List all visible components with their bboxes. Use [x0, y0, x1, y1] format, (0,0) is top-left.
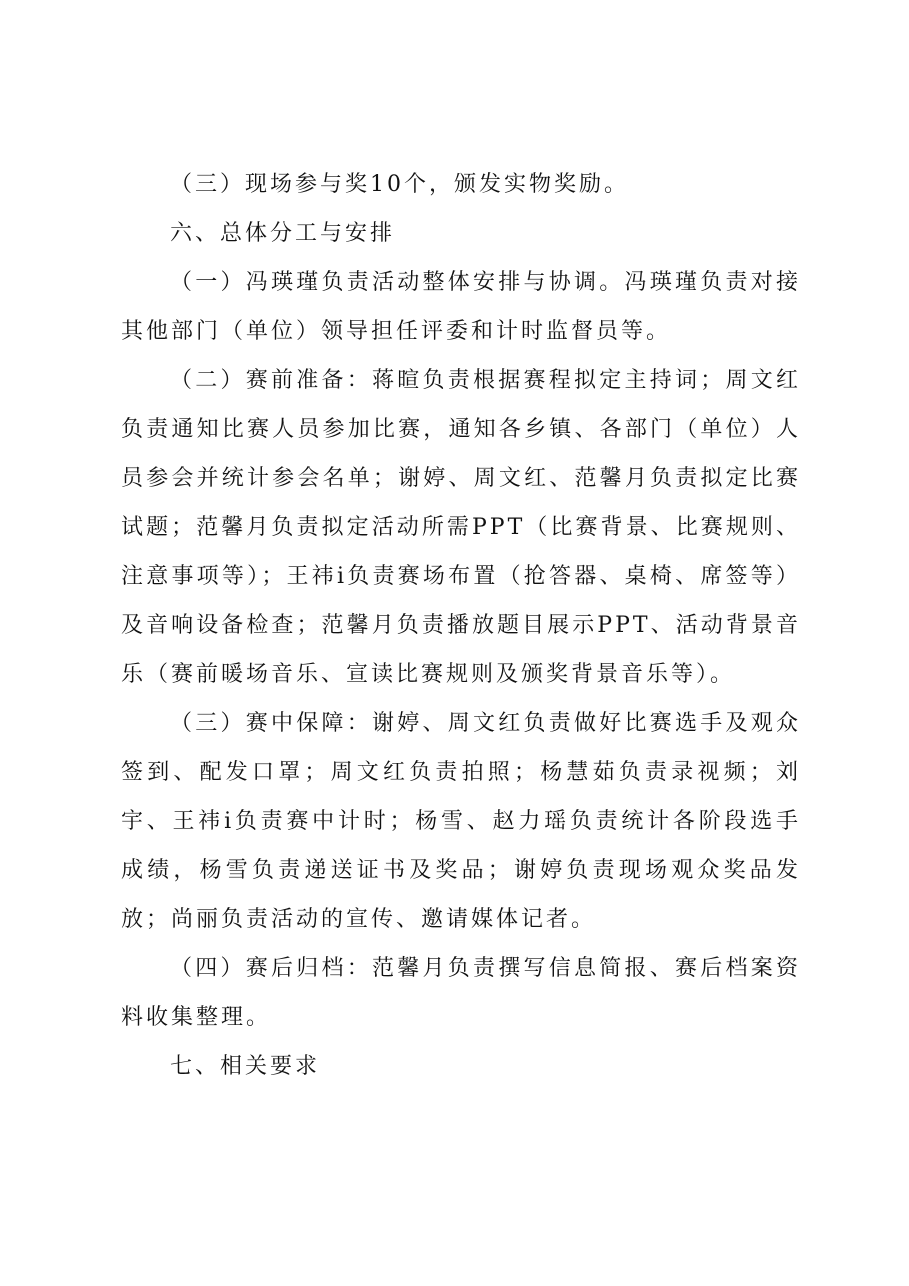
paragraph-preparation: （二）赛前准备：蒋暄负责根据赛程拟定主持词；周文红负责通知比赛人员参加比赛，通知各乡镇、各部门（单位）人员参会并统计参会名单；谢婷、周文红、范馨月负责拟定比赛试题；范馨月负责拟定活动所需PPT（比赛背景、比赛规则、注意事项等）；王祎i负责赛场布置（抢答器、桌椅、席签等）及音响设备检查；范馨月负责播放题目展示PPT、活动背景音乐（赛前暖场音乐、宣读比赛规则及颁奖背景音乐等）。	[121, 368, 801, 687]
paragraph-in-event: （三）赛中保障：谢婷、周文红负责做好比赛选手及观众签到、配发口罩；周文红负责拍照；杨慧茹负责录视频；刘宇、王祎i负责赛中计时；杨雪、赵力瑶负责统计各阶段选手成绩，杨雪负责递送证书及奖品；谢婷负责现场观众奖品发放；尚丽负责活动的宣传、邀请媒体记者。	[121, 711, 801, 932]
paragraph-award: （三）现场参与奖10个，颁发实物奖励。	[170, 172, 629, 197]
document-body	[121, 160, 801, 1091]
section-heading-6: 六、总体分工与安排	[170, 221, 396, 246]
section-heading-7: 七、相关要求	[170, 1054, 321, 1079]
paragraph-archiving: （四）赛后归档：范馨月负责撰写信息简报、赛后档案资料收集整理。	[121, 956, 801, 1030]
paragraph-overall: （一）冯瑛瑾负责活动整体安排与协调。冯瑛瑾负责对接其他部门（单位）领导担任评委和计时监督员等。	[121, 270, 801, 344]
